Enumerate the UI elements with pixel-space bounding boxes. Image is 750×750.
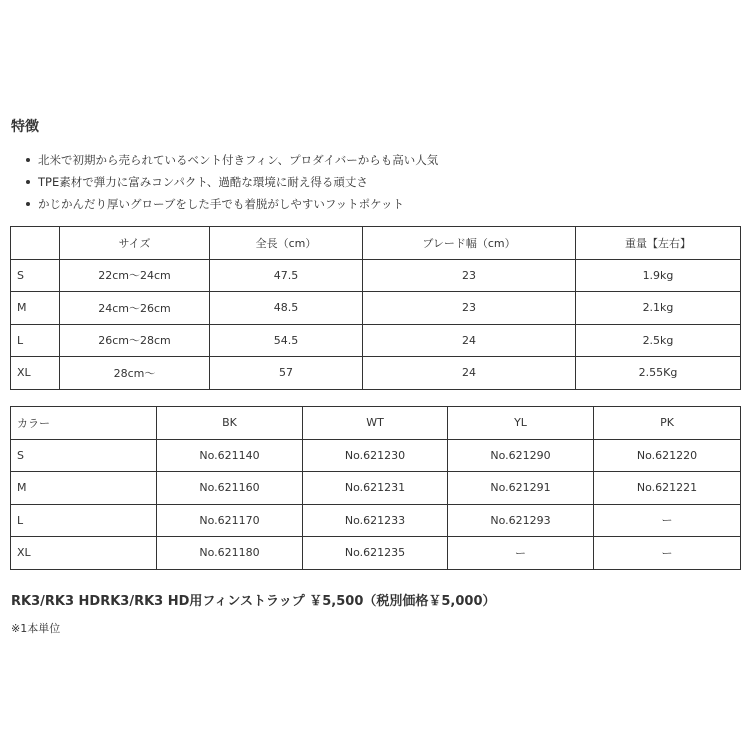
product-number: No.621291 (448, 472, 594, 505)
blade-width-value: 24 (363, 357, 576, 390)
unit-note: ※1本単位 (11, 622, 61, 635)
table-row (11, 472, 741, 505)
blade-width-value: 23 (363, 259, 576, 292)
product-number: No.621293 (448, 504, 594, 537)
table-row (11, 504, 741, 537)
table-row (11, 259, 741, 292)
feature-item: かじかんだり厚いグローブをした手でも着脱がしやすいフットポケット (38, 193, 438, 215)
size-range: 28cm～ (60, 357, 210, 390)
feature-item: 北米で初期から売られているベント付きフィン、プロダイバーからも高い人気 (38, 149, 438, 171)
strap-price-line: RK3/RK3 HDRK3/RK3 HD用フィンストラップ ￥5,500（税別価格￥5,000） (11, 594, 496, 609)
length-value: 57 (210, 357, 363, 390)
size-table-header-weight: 重量【左右】 (576, 227, 741, 260)
product-number: No.621290 (448, 439, 594, 472)
color-table-header-wt: WT (303, 407, 448, 440)
weight-value: 2.5kg (576, 324, 741, 357)
size-range: 24cm～26cm (60, 292, 210, 325)
color-table-header-pk: PK (594, 407, 741, 440)
size-range: 22cm～24cm (60, 259, 210, 292)
size-label: S (11, 259, 60, 292)
product-number: No.621231 (303, 472, 448, 505)
length-value: 54.5 (210, 324, 363, 357)
features-list (26, 149, 438, 215)
blade-width-value: 24 (363, 324, 576, 357)
size-label: L (11, 504, 157, 537)
product-number: No.621140 (157, 439, 303, 472)
color-table-header-color: カラー (11, 407, 157, 440)
blade-width-value: 23 (363, 292, 576, 325)
product-number: No.621180 (157, 537, 303, 570)
weight-value: 2.1kg (576, 292, 741, 325)
size-label: XL (11, 537, 157, 570)
size-range: 26cm～28cm (60, 324, 210, 357)
size-table-header-corner (11, 227, 60, 260)
color-table (10, 406, 741, 570)
size-label: M (11, 472, 157, 505)
feature-item: TPE素材で弾力に富みコンパクト、過酷な環境に耐え得る頑丈さ (38, 171, 438, 193)
product-number: No.621233 (303, 504, 448, 537)
size-label: L (11, 324, 60, 357)
product-number: No.621230 (303, 439, 448, 472)
size-label: M (11, 292, 60, 325)
size-table-header-blade-width: ブレード幅（cm） (363, 227, 576, 260)
size-label: XL (11, 357, 60, 390)
table-row (11, 537, 741, 570)
size-table-header-size: サイズ (60, 227, 210, 260)
size-label: S (11, 439, 157, 472)
product-number: ー (594, 537, 741, 570)
weight-value: 1.9kg (576, 259, 741, 292)
table-row (11, 439, 741, 472)
product-number: ー (448, 537, 594, 570)
length-value: 47.5 (210, 259, 363, 292)
table-row (11, 357, 741, 390)
weight-value: 2.55Kg (576, 357, 741, 390)
product-number: No.621160 (157, 472, 303, 505)
product-number: ー (594, 504, 741, 537)
length-value: 48.5 (210, 292, 363, 325)
table-row (11, 324, 741, 357)
product-number: No.621235 (303, 537, 448, 570)
product-number: No.621221 (594, 472, 741, 505)
size-table (10, 226, 741, 390)
product-number: No.621220 (594, 439, 741, 472)
color-table-header-bk: BK (157, 407, 303, 440)
size-table-header-row (11, 227, 741, 260)
size-table-header-length: 全長（cm） (210, 227, 363, 260)
features-heading: 特徴 (11, 119, 39, 135)
color-table-header-row (11, 407, 741, 440)
table-row (11, 292, 741, 325)
color-table-header-yl: YL (448, 407, 594, 440)
product-number: No.621170 (157, 504, 303, 537)
